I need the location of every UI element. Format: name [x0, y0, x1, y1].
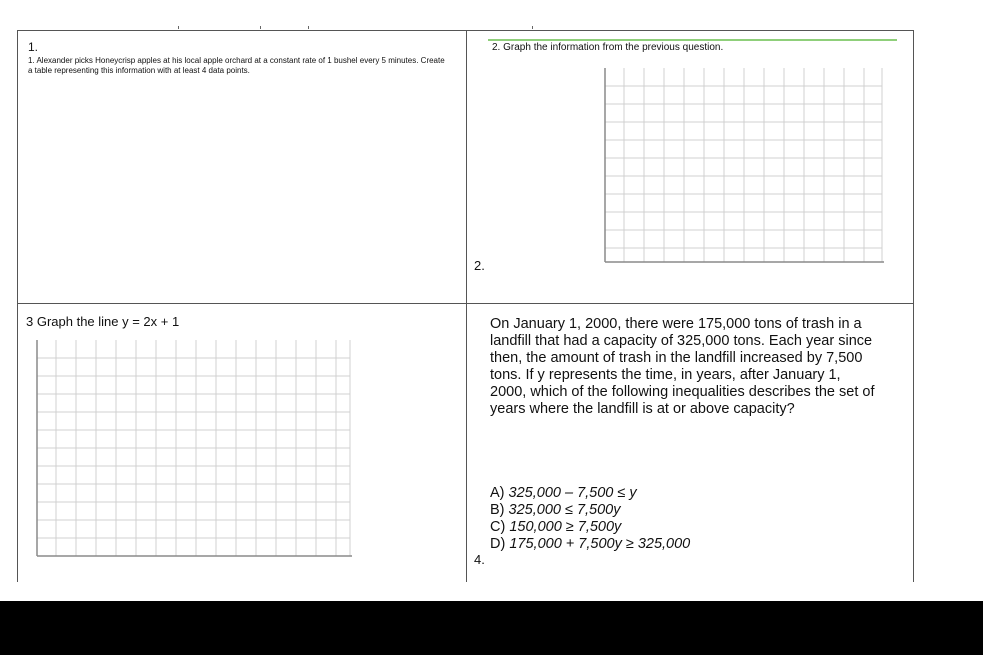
- choice-letter: A): [490, 485, 509, 501]
- bottom-black-bar: [0, 601, 983, 655]
- table-right-border: [913, 30, 914, 582]
- accent-rule: [488, 39, 897, 41]
- choice-letter: C): [490, 519, 510, 535]
- answer-choice-d[interactable]: [490, 536, 690, 553]
- choice-letter: D): [490, 536, 510, 552]
- answer-choice-b[interactable]: [490, 502, 690, 519]
- top-tick-mark: [178, 26, 179, 29]
- question-3-grid: [36, 340, 352, 558]
- answer-choice-c[interactable]: [490, 519, 690, 536]
- choice-expression: 325,000 – 7,500 ≤ y: [508, 485, 637, 501]
- answer-choice-a[interactable]: [490, 485, 690, 502]
- question-1-text: 1. Alexander picks Honeycrisp apples at his local apple orchard at a constant rate of 1 bushel every 5 minutes. Create a table representing this information with at least 4 data points.: [28, 56, 445, 75]
- question-2-text: 2. Graph the information from the previous question.: [492, 42, 724, 53]
- choice-expression: 175,000 + 7,500y ≥ 325,000: [509, 536, 691, 552]
- choice-expression: 150,000 ≥ 7,500y: [509, 519, 622, 535]
- question-4-text: On January 1, 2000, there were 175,000 tons of trash in a landfill that had a capacity of 325,000 tons. Each year since then, the amount of trash in the landfill increased by 7,500 tons. If y represents the time, in years, after January 1, 2000, which of the following inequalities describes the set of years where the landfill is at or above capacity?: [490, 316, 875, 417]
- question-2-number: 2.: [474, 258, 485, 273]
- question-1-number: 1.: [28, 40, 39, 54]
- choice-expression: 325,000 ≤ 7,500y: [508, 502, 621, 518]
- question-2-grid: [604, 68, 884, 264]
- top-tick-mark: [532, 26, 533, 29]
- table-left-border: [17, 30, 18, 582]
- question-3-text: 3 Graph the line y = 2x + 1: [26, 314, 180, 329]
- choice-letter: B): [490, 502, 509, 518]
- question-4-choices: [490, 485, 690, 553]
- top-tick-mark: [308, 26, 309, 29]
- table-center-border: [466, 30, 467, 582]
- top-tick-mark: [260, 26, 261, 29]
- question-4-number: 4.: [474, 552, 485, 567]
